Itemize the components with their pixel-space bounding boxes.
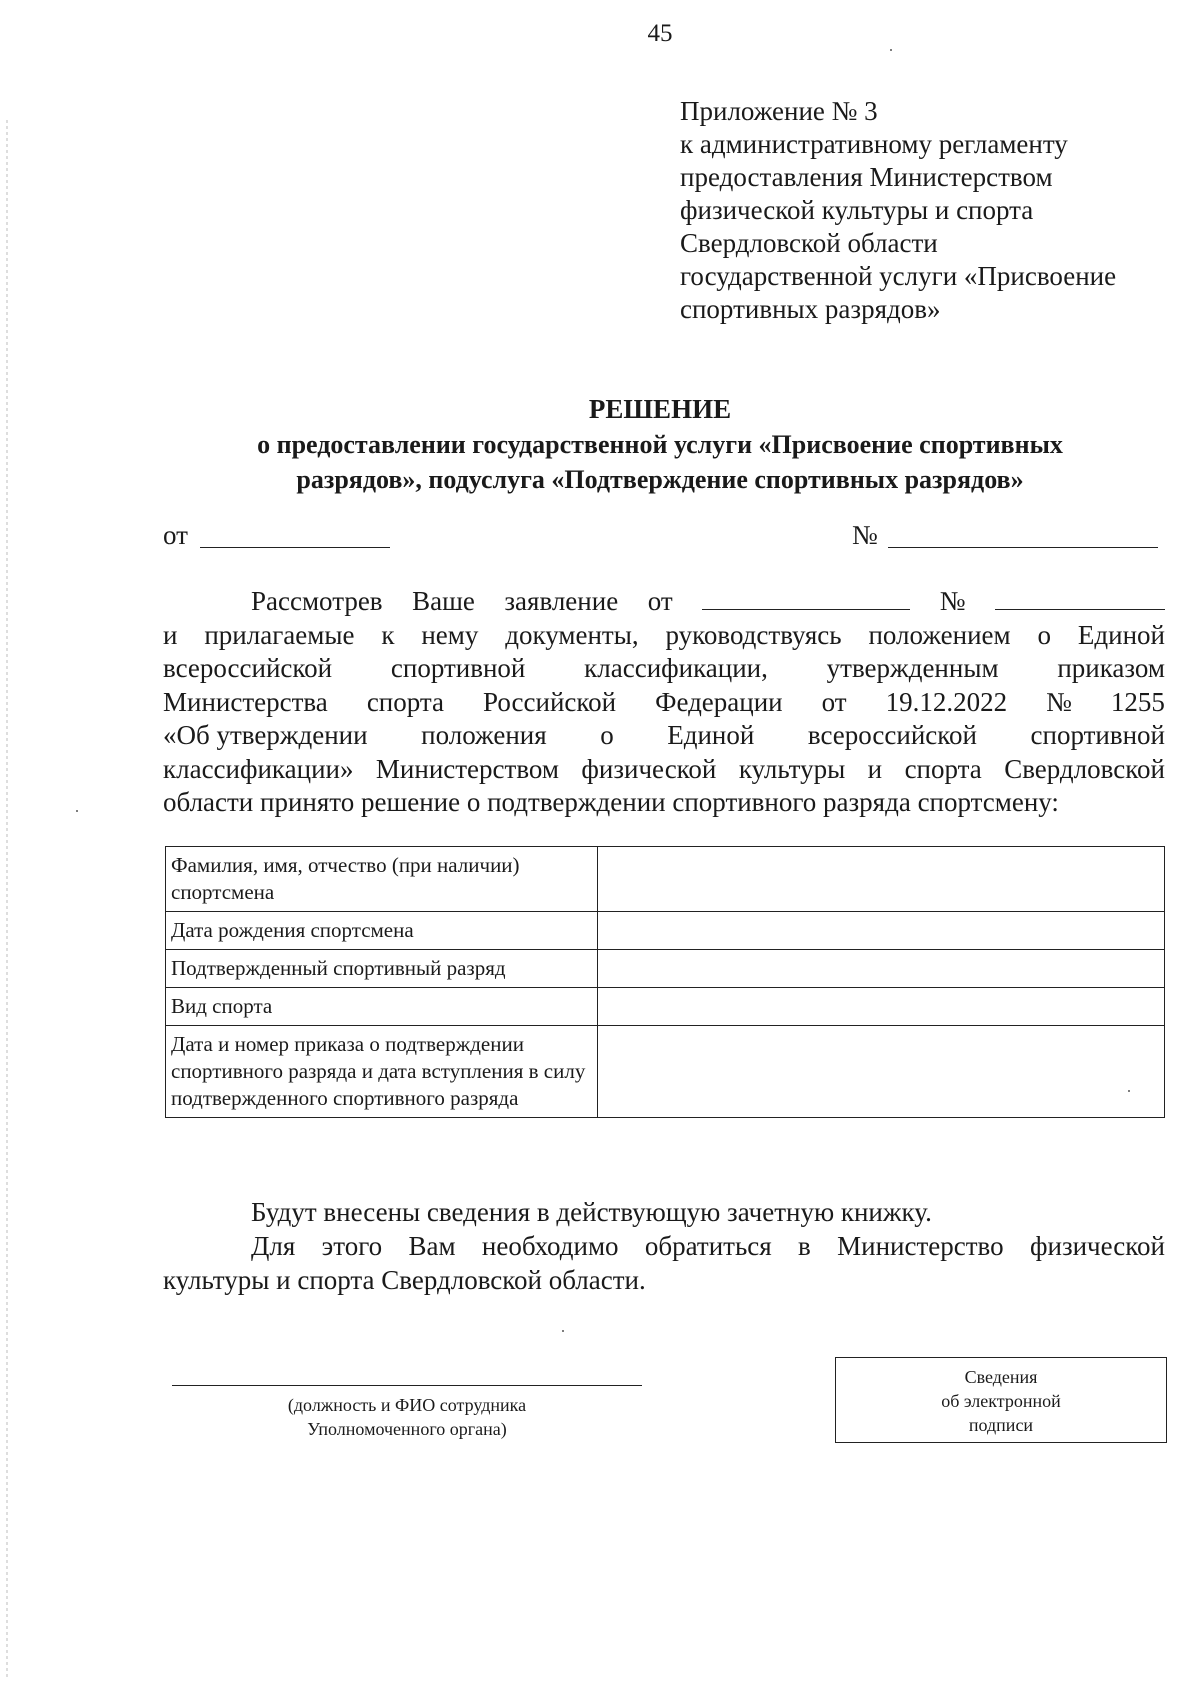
- table-row: [166, 1026, 1165, 1118]
- scan-speck: [76, 810, 78, 812]
- scan-speck: [1128, 1090, 1130, 1092]
- decision-body: [163, 585, 1165, 820]
- body-line: классификации» Министерством физической культуры и спорта Свердловской: [163, 753, 1165, 784]
- appendix-line: Свердловской области: [680, 228, 938, 258]
- decision-date-field: [163, 520, 390, 551]
- athlete-data-table: [165, 846, 1165, 1118]
- appendix-line: спортивных разрядов»: [680, 294, 941, 324]
- body-line: Рассмотрев Ваше заявление от №: [163, 585, 1165, 619]
- table-row: [166, 847, 1165, 912]
- table-row-label: Дата рождения спортсмена: [166, 912, 598, 950]
- closing-line: культуры и спорта Свердловской области.: [163, 1265, 646, 1295]
- table-row-value: [598, 950, 1165, 988]
- body-line: Министерства спорта Российской Федерации от 19.12.2022 № 1255: [163, 686, 1165, 717]
- date-label: от: [163, 520, 188, 550]
- table-row-value: [598, 988, 1165, 1026]
- body-line: области принято решение о подтверждении спортивного разряда спортсмену:: [163, 787, 1059, 817]
- appendix-line: предоставления Министерством: [680, 162, 1053, 192]
- table-row-label: Дата и номер приказа о подтверждении спортивного разряда и дата вступления в силу подтвержденного спортивного разряда: [166, 1026, 598, 1118]
- signature-caption: (должность и ФИО сотрудника Уполномоченного органа): [287, 1395, 527, 1439]
- application-number-blank: [995, 585, 1165, 610]
- scan-speck: [890, 49, 892, 51]
- appendix-line: физической культуры и спорта: [680, 195, 1034, 225]
- application-date-blank: [702, 585, 910, 610]
- table-row-label: Вид спорта: [166, 988, 598, 1026]
- closing-line: Для этого Вам необходимо обратиться в Министерство физической: [251, 1231, 1165, 1261]
- closing-line: Будут внесены сведения в действующую зачетную книжку.: [251, 1197, 932, 1227]
- date-blank: [200, 547, 390, 548]
- title-subtitle-line: о предоставлении государственной услуги «Присвоение спортивных: [257, 430, 1063, 459]
- table-row: [166, 912, 1165, 950]
- closing-text: [163, 1195, 1165, 1297]
- table-row-value: [598, 847, 1165, 912]
- table-row: [166, 988, 1165, 1026]
- title-subtitle-line: разрядов», подуслуга «Подтверждение спортивных разрядов»: [296, 465, 1024, 494]
- scan-edge-artifact: [6, 120, 8, 1680]
- appendix-line: Приложение № 3: [680, 96, 878, 126]
- table-row-label: Подтвержденный спортивный разряд: [166, 950, 598, 988]
- table-row: [166, 950, 1165, 988]
- decision-number-field: [852, 520, 1158, 551]
- body-line: всероссийской спортивной классификации, утвержденным приказом: [163, 653, 1165, 683]
- table-row-value: [598, 912, 1165, 950]
- appendix-line: государственной услуги «Присвоение: [680, 261, 1117, 291]
- appendix-note: [680, 95, 1160, 326]
- signature-line: [172, 1385, 642, 1386]
- body-line: и прилагаемые к нему документы, руководствуясь положением о Единой: [163, 619, 1165, 650]
- table-row-label: Фамилия, имя, отчество (при наличии) спортсмена: [166, 847, 598, 912]
- body-line: «Об утверждении положения о Единой всероссийской спортивной: [163, 720, 1165, 750]
- title-main: РЕШЕНИЕ: [588, 394, 732, 424]
- number-label: №: [852, 520, 878, 550]
- electronic-signature-box: Сведения об электронной подписи: [835, 1357, 1167, 1443]
- document-title: [160, 392, 1160, 497]
- scan-speck: [562, 1330, 564, 1332]
- page-number: 45: [647, 20, 673, 47]
- number-blank: [888, 547, 1158, 548]
- appendix-line: к административному регламенту: [680, 129, 1068, 159]
- table-row-value: [598, 1026, 1165, 1118]
